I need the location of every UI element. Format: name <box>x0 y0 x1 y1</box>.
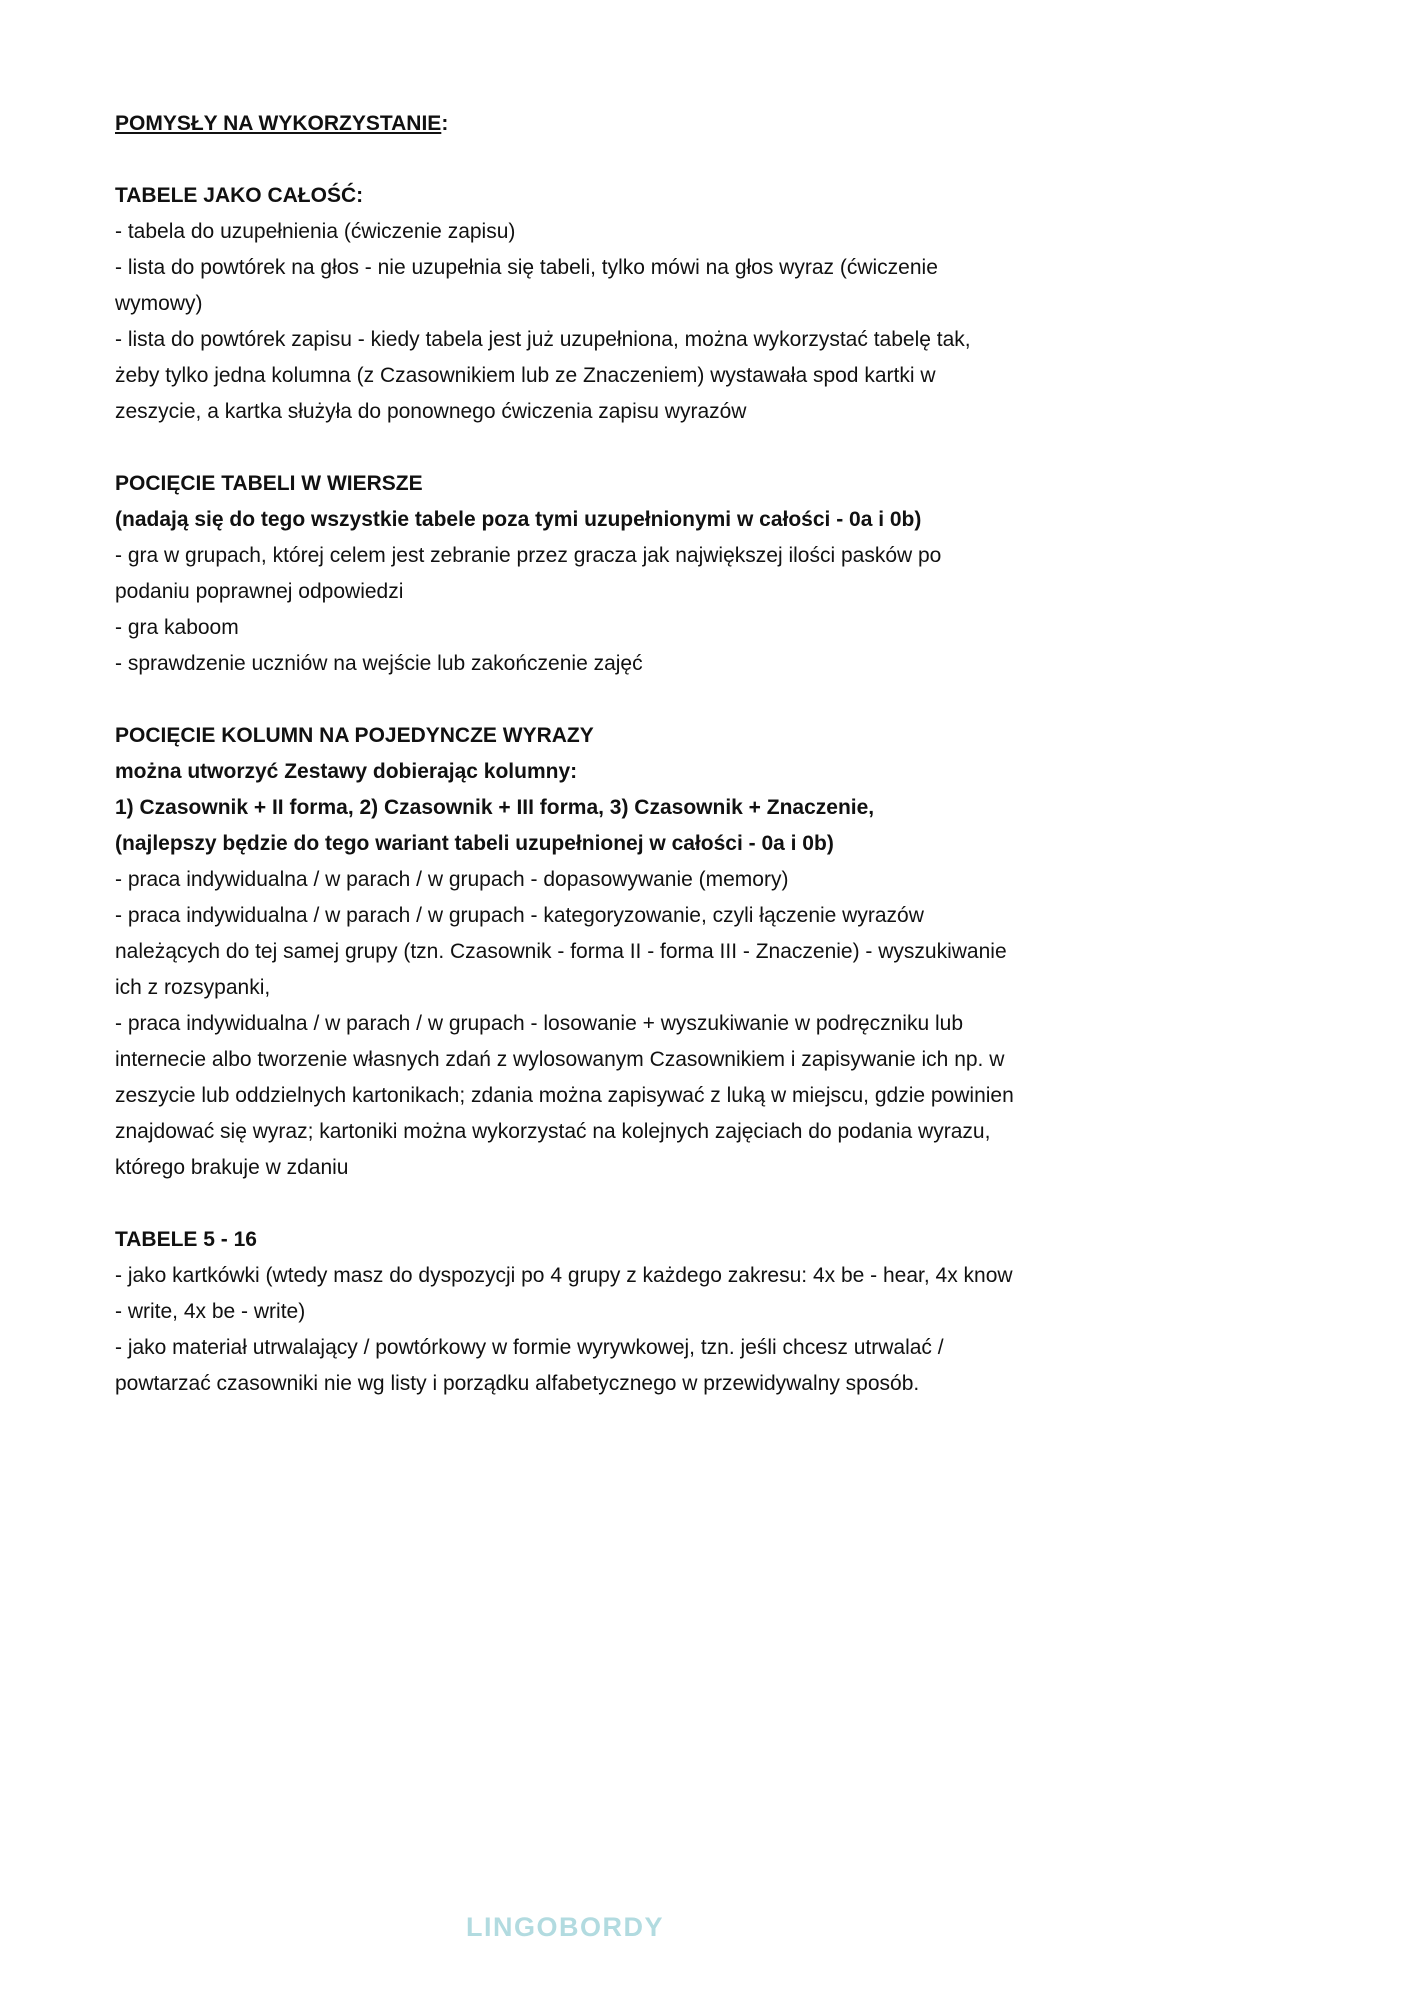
paragraph: - gra w grupach, której celem jest zebranie przez gracza jak największej ilości pasków po podaniu poprawnej odpowiedzi <box>115 544 942 603</box>
section <box>115 1222 1015 1402</box>
section <box>115 466 1015 682</box>
section-heading: (nadają się do tego wszystkie tabele poza tymi uzupełnionymi w całości - 0a i 0b) <box>115 508 922 531</box>
paragraph: - praca indywidualna / w parach / w grupach - kategoryzowanie, czyli łączenie wyrazów należących do tej samej grupy (tzn. Czasownik - forma II - forma III - Znaczenie) - wyszukiwanie ich z rozsypanki, <box>115 904 1007 999</box>
paragraph: - lista do powtórek na głos - nie uzupełnia się tabeli, tylko mówi na głos wyraz (ćwiczenie wymowy) <box>115 256 938 315</box>
footer-brand: LINGOBORDY <box>465 1912 664 1942</box>
section-heading: POCIĘCIE TABELI W WIERSZE <box>115 472 423 495</box>
paragraph: - sprawdzenie uczniów na wejście lub zakończenie zajęć <box>115 652 643 675</box>
paragraph: - praca indywidualna / w parach / w grupach - losowanie + wyszukiwanie w podręczniku lub internecie albo tworzenie własnych zdań z wylosowanym Czasownikiem i zapisywanie ich np. w zeszycie lub oddzielnych kartonikach; zdania można zapisywać z luką w miejscu, gdzie powinien znajdować się wyraz; kartoniki można wykorzystać na kolejnych zajęciach do podania wyrazu, którego brakuje w zdaniu <box>115 1012 1014 1179</box>
section-heading: (najlepszy będzie do tego wariant tabeli uzupełnionej w całości - 0a i 0b) <box>115 832 834 855</box>
section-heading: 1) Czasownik + II forma, 2) Czasownik + III forma, 3) Czasownik + Znaczenie, <box>115 796 875 819</box>
paragraph: - jako materiał utrwalający / powtórkowy w formie wyrywkowej, tzn. jeśli chcesz utrwalać / powtarzać czasowniki nie wg listy i porządku alfabetycznego w przewidywalny sposób. <box>115 1336 944 1395</box>
paragraph: - gra kaboom <box>115 616 239 639</box>
document-title <box>115 106 1015 142</box>
paragraph: - tabela do uzupełnienia (ćwiczenie zapisu) <box>115 220 516 243</box>
section <box>115 718 1015 1186</box>
section-heading: można utworzyć Zestawy dobierając kolumny: <box>115 760 578 783</box>
document-title-colon: : <box>441 112 449 135</box>
document-title-text: POMYSŁY NA WYKORZYSTANIE <box>115 112 442 135</box>
paragraph: - jako kartkówki (wtedy masz do dyspozycji po 4 grupy z każdego zakresu: 4x be - hear, 4x know - write, 4x be - write) <box>115 1264 1013 1323</box>
document-content <box>115 106 1015 1402</box>
section <box>115 178 1015 430</box>
section-heading: TABELE 5 - 16 <box>115 1228 257 1251</box>
paragraph: - praca indywidualna / w parach / w grupach - dopasowywanie (memory) <box>115 868 789 891</box>
section-heading: TABELE JAKO CAŁOŚĆ: <box>115 184 364 207</box>
paragraph: - lista do powtórek zapisu - kiedy tabela jest już uzupełniona, można wykorzystać tabelę tak, żeby tylko jedna kolumna (z Czasownikiem lub ze Znaczeniem) wystawała spod kartki w zeszycie, a kartka służyła do ponownego ćwiczenia zapisu wyrazów <box>115 328 971 423</box>
section-heading: POCIĘCIE KOLUMN NA POJEDYNCZE WYRAZY <box>115 724 594 747</box>
